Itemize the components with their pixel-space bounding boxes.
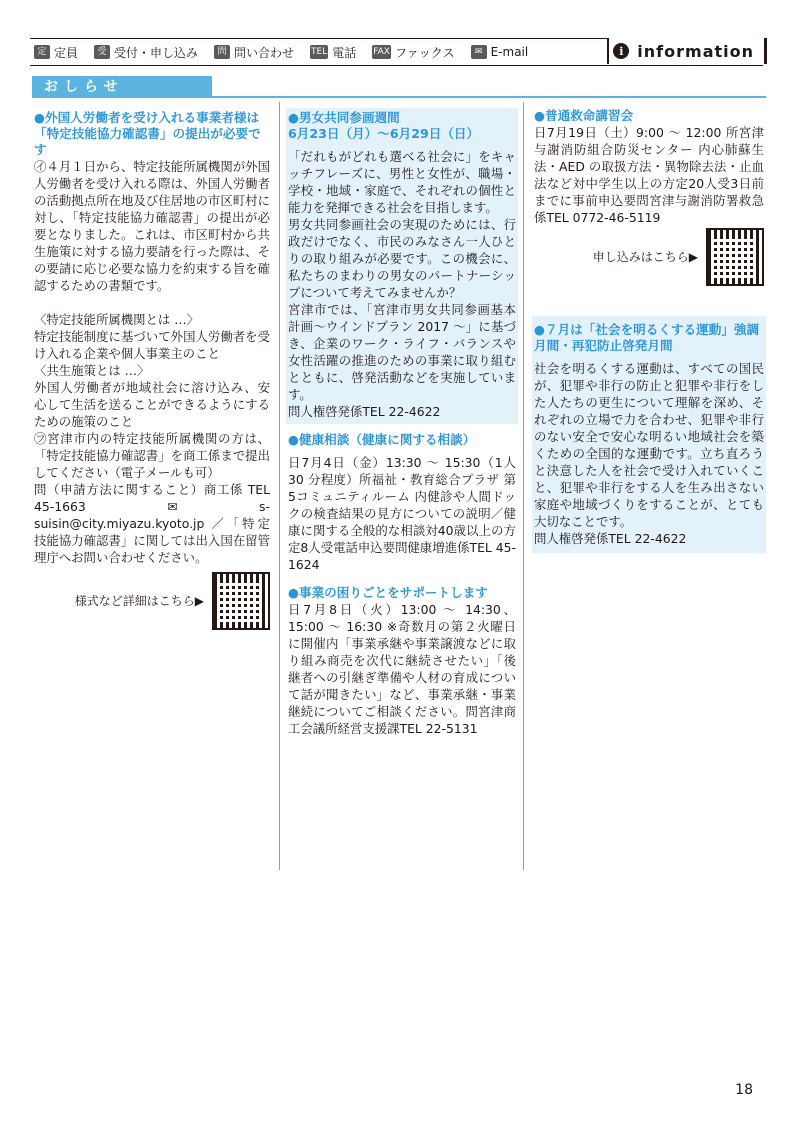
notice-title: ●７月は「社会を明るくする運動」強調月間・再犯防止啓発月間 (534, 322, 760, 353)
notice-subheading: 〈共生施策とは …〉 (34, 363, 150, 378)
legend-label: 問い合わせ (234, 45, 295, 60)
column-2 (286, 108, 518, 737)
qr-code-icon[interactable] (212, 572, 270, 630)
notice-subheading: 〈特定技能所属機関とは …〉 (34, 312, 200, 327)
notice-contact: 問人権啓発係TEL 22-4622 (534, 531, 687, 546)
column-divider (523, 102, 524, 870)
notice-body: 日7月4日（金）13:30 ～ 15:30（1人 30 分程度）所福祉・教育総合プラザ 第5コミュニティルーム 内健診や人間ドックの検査結果の見方についての説明／健康に関する全般的な相談対40歳以上の方定8人受電話申込要問健康増進係TEL 45-1624 (288, 455, 516, 572)
qr-code-icon[interactable] (706, 228, 764, 286)
notice-body: 社会を明るくする運動は、すべての国民が、犯罪や非行の防止と犯罪や非行をした人たちの更生について理解を深め、それぞれの立場で力を合わせ、犯罪や非行のない安全で安心な明るい地域社会を築くための全国的な運動です。立ち直ろうと決意した人を社会で受け入れていくこと、犯罪や非行をする人を生み出さない家庭や地域づくりをすることが、とても大切なことです。 (534, 361, 764, 529)
legend-item (94, 44, 198, 61)
legend-item (34, 44, 78, 61)
notice-body: 特定技能制度に基づいて外国人労働者を受け入れる企業や個人事業主のこと (34, 329, 270, 361)
notice-body: ㋫宮津市内の特定技能所属機関の方は、「特定技能協力確認書」を商工係まで提出してください（電子メールも可） (34, 431, 270, 480)
legend-item (471, 45, 529, 59)
legend-label: 電話 (332, 45, 357, 60)
notice-body: 「だれもがどれも選べる社会に」をキャッチフレーズに、男性と女性が、職場・学校・地域・家庭で、それぞれの個性と能力を発揮できる社会を目指します。 (288, 149, 516, 215)
section-rule (212, 76, 766, 98)
phone-icon: TEL (311, 47, 328, 57)
information-heading: information (637, 41, 754, 61)
legend-item (214, 44, 294, 61)
notice-first-aid (532, 108, 766, 286)
legend-label: E-mail (490, 45, 529, 59)
reception-icon: 受 (94, 45, 110, 59)
notice-contact: 問人権啓発係TEL 22-4622 (288, 404, 441, 419)
column-3 (532, 108, 766, 553)
fax-icon: FAX (373, 47, 390, 57)
notice-business-support (286, 585, 518, 737)
info-icon: i (613, 43, 629, 59)
notice-health-consultation (286, 432, 518, 573)
qr-label: 申し込みはこちら▶ (592, 249, 698, 264)
notice-title: ●外国人労働者を受け入れる事業者様は「特定技能協力確認書」の提出が必要です (34, 110, 261, 157)
qr-row (534, 228, 764, 286)
notice-body: 日7月19日（土）9:00 ～ 12:00 所宮津与謝消防組合防災センター 内心肺蘇生法・AED の取扱方法・異物除去法・止血法など対中学生以上の方定20人受3日前までに事前申込要問宮津与謝消防署救急係TEL 0772-46-5119 (534, 125, 764, 225)
inquiry-icon: 問 (214, 45, 230, 59)
capacity-icon: 定 (34, 45, 50, 59)
notice-bright-society (532, 316, 766, 553)
notice-foreign-workers (34, 110, 270, 630)
notice-body: 外国人労働者が地域社会に溶け込み、安心して生活を送ることができるようにするための施策のこと (34, 380, 270, 429)
notice-contact: 問（申請方法に関すること）商工係 TEL 45-1663 ✉ s-suisin@city.miyazu.kyoto.jp ／「特定技能協力確認書」に関しては出入国在留管理庁へお問い合わせください。 (34, 482, 270, 565)
notice-gender-equality (286, 108, 518, 424)
legend-item (310, 44, 356, 61)
notice-title: ●男女共同参画週間 6月23日（月）～6月29日（日） (288, 110, 480, 141)
qr-row (34, 572, 270, 630)
notice-title: ●健康相談（健康に関する相談） (288, 432, 476, 447)
legend-label: 受付・申し込み (114, 45, 199, 60)
notice-title: ●普通救命講習会 (534, 108, 634, 123)
legend-label: 定員 (54, 45, 79, 60)
mail-icon: ✉ (471, 45, 487, 59)
notice-title: ●事業の困りごとをサポートします (288, 585, 488, 600)
section-title: おしらせ (32, 76, 212, 98)
notice-body: 宮津市では、「宮津市男女共同参画基本計画～ウインドプラン 2017 ～」に基づき、企業のワーク・ライフ・バランスや女性活躍の推進のための事業に取り組むとともに、啓発活動などを実施しています。 (288, 302, 516, 402)
page-number: 18 (735, 1082, 753, 1098)
notice-body: 日7月8日（火）13:00 ～ 14:30、15:00 ～ 16:30 ※奇数月の第２火曜日に開催内「事業承継や事業譲渡などに取り組み商売を次代に継続させたい」「後継者への引継ぎ準備や人材の育成について話が聞きたい」など、事業承継・事業継続についてご相談ください。問宮津商工会議所経営支援課TEL 22-5131 (288, 602, 516, 736)
legend-label: ファックス (394, 45, 455, 60)
column-divider (279, 102, 280, 870)
legend-item (372, 44, 454, 61)
qr-label: 様式など詳細はこちら▶ (74, 593, 204, 608)
information-tab (607, 38, 767, 64)
notice-body: 男女共同参画社会の実現のためには、行政だけでなく、市民のみなさん一人ひとりの取り組みが必要です。この機会に、私たちのまわりの男女のパートナーシップについて考えてみませんか？ (288, 217, 516, 300)
section-header (32, 76, 766, 98)
notice-body: ㋑４月１日から、特定技能所属機関が外国人労働者を受け入れる際は、外国人労働者の活動拠点所在地及び住居地の市区町村に対し、「特定技能協力確認書」の提出が必要となりました。これは、市区町村から共生施策に対する協力要請を行った際は、その要請に応じ必要な協力を約束する旨を確認するための書類です。 (34, 159, 270, 293)
